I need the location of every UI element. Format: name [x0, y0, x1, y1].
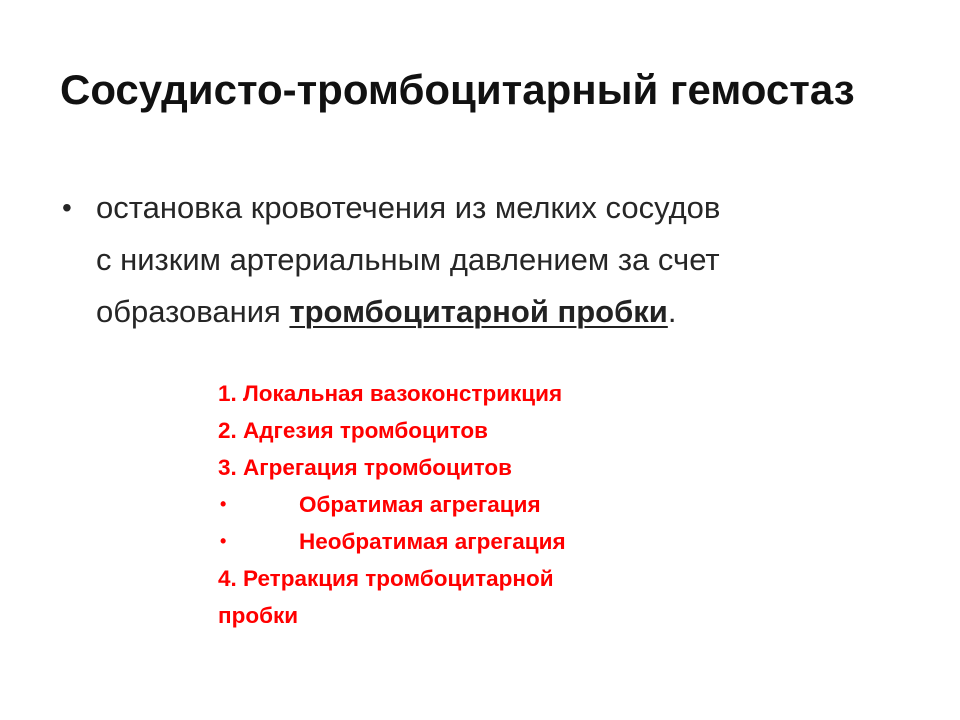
step-item-4-line-1: 4. Ретракция тромбоцитарной	[218, 566, 554, 591]
step-item-2: 2. Адгезия тромбоцитов	[218, 418, 488, 443]
substep-bullet-marker: •	[220, 531, 227, 551]
substep-item-2	[218, 523, 778, 560]
step-item-1: 1. Локальная вазоконстрикция	[218, 381, 563, 406]
bullet-marker: •	[62, 192, 72, 223]
substep-label-2: Необратимая агрегация	[299, 529, 566, 554]
substep-label-1: Обратимая агрегация	[299, 492, 541, 517]
definition-line-2: с низким артериальным давлением за счет	[96, 242, 720, 277]
definition-text	[96, 182, 922, 338]
definition-line-3-prefix: образования	[96, 294, 290, 329]
definition-bullet	[62, 182, 922, 338]
slide-title: Сосудисто-тромбоцитарный гемостаз	[60, 66, 855, 113]
step-item-4-line-2: пробки	[218, 603, 299, 628]
key-term: тромбоцитарной пробки	[289, 294, 668, 329]
definition-line-1: остановка кровотечения из мелких сосудов	[96, 190, 721, 225]
substep-item-1	[218, 486, 778, 523]
hemostasis-steps-list	[218, 375, 778, 634]
substep-bullet-marker: •	[220, 494, 227, 514]
step-item-3: 3. Агрегация тромбоцитов	[218, 455, 512, 480]
definition-line-3-suffix: .	[667, 294, 677, 329]
definition-line-3	[96, 286, 922, 338]
